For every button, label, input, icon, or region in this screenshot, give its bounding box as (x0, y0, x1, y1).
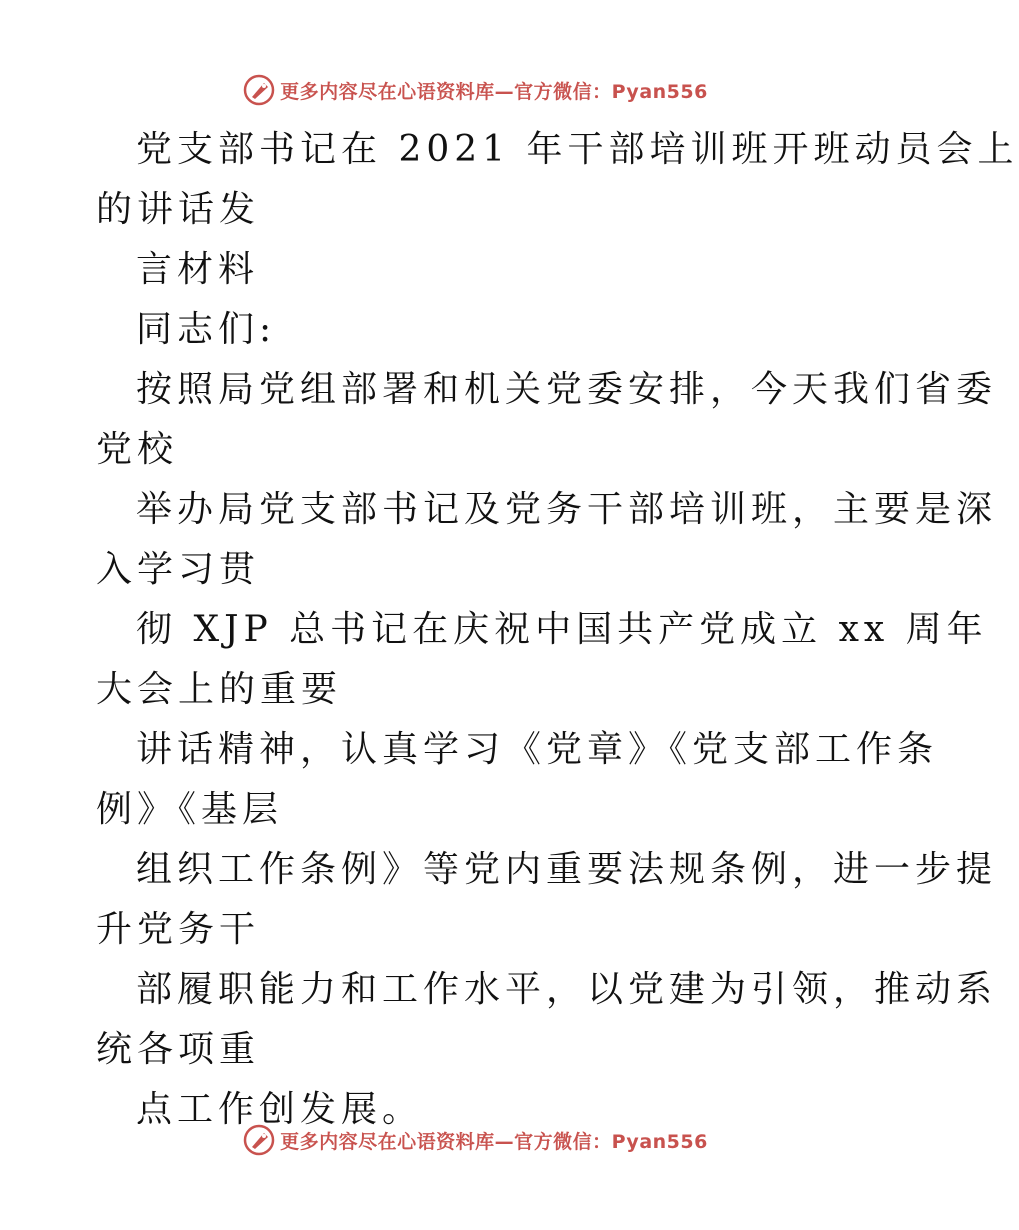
banner-text: 更多内容尽在心语资料库—官方微信：Pyan556 (280, 1130, 708, 1153)
text-line: 党校 (96, 429, 179, 470)
text-line: 党支部书记在 2021 年干部培训班开班动员会上 (136, 129, 1019, 170)
text-line: 的讲话发 (96, 189, 261, 230)
text-line: 升党务干 (96, 909, 261, 950)
pen-nib-logo-icon (242, 73, 276, 107)
header-banner (0, 70, 950, 110)
text-line: 举办局党支部书记及党务干部培训班，主要是深 (136, 489, 998, 530)
text-line: 入学习贯 (96, 549, 261, 590)
text-line: 组织工作条例》等党内重要法规条例，进一步提 (136, 849, 998, 890)
text-line: 按照局党组部署和机关党委安排，今天我们省委 (136, 369, 998, 410)
pen-nib-logo-icon (242, 1123, 276, 1157)
text-line: 部履职能力和工作水平，以党建为引领，推动系 (136, 969, 998, 1010)
text-line: 讲话精神，认真学习《党章》《党支部工作条 (136, 729, 939, 770)
text-line: 点工作创发展。 (136, 1089, 424, 1130)
document-body (96, 120, 1019, 1140)
text-line: 彻 XJP 总书记在庆祝中国共产党成立 xx 周年 (136, 609, 988, 650)
text-line: 例》《基层 (96, 789, 284, 830)
text-line: 大会上的重要 (96, 669, 343, 710)
text-line: 统各项重 (96, 1029, 261, 1070)
footer-banner (0, 1120, 950, 1160)
banner-text: 更多内容尽在心语资料库—官方微信：Pyan556 (280, 80, 708, 103)
text-line: 言材料 (136, 249, 260, 290)
text-line: 同志们: (136, 309, 277, 350)
